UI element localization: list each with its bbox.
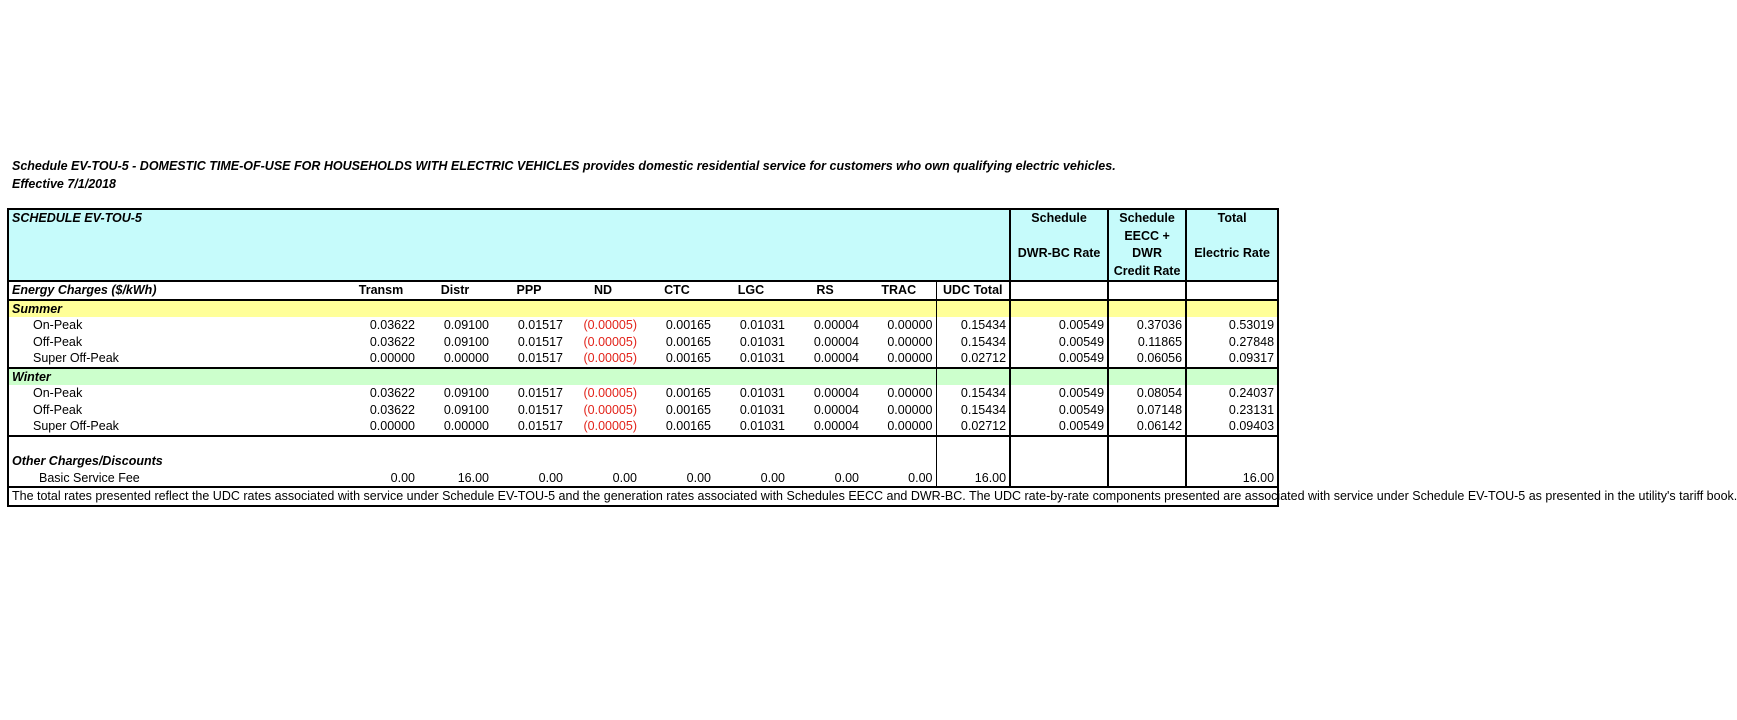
total-value: 0.23131: [1186, 402, 1278, 419]
dwr-header: Schedule DWR-BC Rate: [1010, 209, 1108, 281]
transm-value: 0.00000: [369, 351, 415, 365]
rs-value: 0.00004: [813, 386, 859, 400]
lgc-value: 0.01031: [739, 334, 785, 349]
summer-label-row: [8, 300, 1278, 318]
winter-label-row: [8, 368, 1278, 386]
schedule-name: SCHEDULE EV-TOU-5: [8, 209, 1010, 281]
row-label: Super Off-Peak: [8, 418, 344, 436]
transm-value: 0.03622: [369, 334, 415, 349]
ppp-value: 0.01517: [517, 402, 563, 417]
footnote: The total rates presented reflect the UDC rates associated with service under Schedule EV-TOU-5 and the generation rates associated with Schedules EECC and DWR-BC. The UDC rate-by-rate components presented are associated with service under Schedule EV-TOU-5 as presented in the utility's tariff book.: [8, 487, 1278, 506]
dwr-value: 0.00549: [1010, 334, 1108, 351]
distr-value: 0.09100: [443, 318, 489, 332]
table-row: [8, 418, 1278, 436]
table-row: [8, 317, 1278, 334]
title-line-1: Schedule EV-TOU-5 - DOMESTIC TIME-OF-USE FOR HOUSEHOLDS WITH ELECTRIC VEHICLES provides domestic residential service for customers who own qualifying electric vehicles.: [12, 159, 1116, 173]
basic-service-fee-row: Basic Service Fee 0.00 16.00 0.00 0.00 0.00 0.00 0.00 0.00 16.00 16.00: [8, 470, 1278, 488]
transm-value: 0.00000: [369, 419, 415, 433]
eecc-value: 0.06056: [1108, 350, 1186, 368]
table-row: [8, 402, 1278, 419]
total-value: 0.09317: [1186, 350, 1278, 368]
trac-value: 0.00000: [887, 386, 933, 400]
rs-value: 0.00004: [813, 402, 859, 417]
distr-value: 0.09100: [443, 386, 489, 400]
dwr-value: 0.00549: [1010, 402, 1108, 419]
energy-charges-label: Energy Charges ($/kWh): [8, 281, 344, 300]
ctc-value: 0.00165: [665, 334, 711, 349]
rs-value: 0.00004: [813, 334, 859, 349]
ctc-value: 0.00165: [665, 351, 711, 365]
ctc-value: 0.00165: [665, 318, 711, 332]
trac-value: 0.00000: [887, 351, 933, 365]
col-trac: TRAC: [862, 281, 936, 300]
column-header-row: [8, 281, 1278, 300]
trac-value: 0.00000: [887, 334, 933, 349]
col-ctc: CTC: [640, 281, 714, 300]
row-label: Off-Peak: [8, 334, 344, 351]
col-nd: ND: [566, 281, 640, 300]
other-charges-label: Other Charges/Discounts: [8, 453, 936, 470]
total-value: 0.24037: [1186, 385, 1278, 402]
col-distr: Distr: [418, 281, 492, 300]
header-row: [8, 209, 1278, 281]
nd-value: (0.00005): [583, 334, 637, 349]
nd-value: (0.00005): [583, 351, 637, 365]
total-value: 0.09403: [1186, 418, 1278, 436]
rs-value: 0.00004: [813, 351, 859, 365]
ppp-value: 0.01517: [517, 351, 563, 365]
ppp-value: 0.01517: [517, 334, 563, 349]
transm-value: 0.03622: [369, 318, 415, 332]
lgc-value: 0.01031: [739, 386, 785, 400]
dwr-value: 0.00549: [1010, 385, 1108, 402]
nd-value: (0.00005): [583, 386, 637, 400]
trac-value: 0.00000: [887, 402, 933, 417]
summer-label: Summer: [8, 300, 936, 318]
col-ppp: PPP: [492, 281, 566, 300]
ppp-value: 0.01517: [517, 386, 563, 400]
dwr-value: 0.00549: [1010, 350, 1108, 368]
lgc-value: 0.01031: [739, 419, 785, 433]
trac-value: 0.00000: [887, 419, 933, 433]
ctc-value: 0.00165: [665, 402, 711, 417]
col-lgc: LGC: [714, 281, 788, 300]
trac-value: 0.00000: [887, 318, 933, 332]
ctc-value: 0.00165: [665, 386, 711, 400]
table-row: [8, 385, 1278, 402]
total-value: 0.53019: [1186, 317, 1278, 334]
rs-value: 0.00004: [813, 419, 859, 433]
total-value: 0.27848: [1186, 334, 1278, 351]
row-label: Off-Peak: [8, 402, 344, 419]
total-header: Total Electric Rate: [1186, 209, 1278, 281]
lgc-value: 0.01031: [739, 318, 785, 332]
transm-value: 0.03622: [369, 386, 415, 400]
eecc-value: 0.08054: [1108, 385, 1186, 402]
udc-total-value: 0.15434: [936, 402, 1010, 419]
eecc-header: Schedule EECC + DWR Credit Rate: [1108, 209, 1186, 281]
footnote-row: [8, 487, 1278, 506]
udc-total-value: 0.15434: [936, 334, 1010, 351]
basic-fee-label: Basic Service Fee: [8, 470, 344, 488]
lgc-value: 0.01031: [739, 351, 785, 365]
eecc-value: 0.06142: [1108, 418, 1186, 436]
col-transm: Transm: [344, 281, 418, 300]
distr-value: 0.09100: [443, 402, 489, 417]
udc-total-value: 0.02712: [936, 350, 1010, 368]
table-row: [8, 350, 1278, 368]
dwr-value: 0.00549: [1010, 317, 1108, 334]
udc-total-value: 0.15434: [936, 317, 1010, 334]
transm-value: 0.03622: [369, 402, 415, 417]
nd-value: (0.00005): [583, 318, 637, 332]
rate-table: [7, 208, 1737, 507]
ctc-value: 0.00165: [665, 419, 711, 433]
lgc-value: 0.01031: [739, 402, 785, 417]
summer-rows: [8, 317, 1278, 368]
col-rs: RS: [788, 281, 862, 300]
nd-value: (0.00005): [583, 402, 637, 417]
distr-value: 0.00000: [443, 419, 489, 433]
row-label: Super Off-Peak: [8, 350, 344, 368]
table-row: [8, 334, 1278, 351]
row-label: On-Peak: [8, 317, 344, 334]
eecc-value: 0.11865: [1108, 334, 1186, 351]
distr-value: 0.00000: [443, 351, 489, 365]
row-label: On-Peak: [8, 385, 344, 402]
other-charges-label-row: [8, 453, 1278, 470]
rs-value: 0.00004: [813, 318, 859, 332]
eecc-value: 0.37036: [1108, 317, 1186, 334]
winter-rows: [8, 385, 1278, 436]
eecc-value: 0.07148: [1108, 402, 1186, 419]
udc-total-value: 0.02712: [936, 418, 1010, 436]
ppp-value: 0.01517: [517, 318, 563, 332]
col-udc-total: UDC Total: [936, 281, 1010, 300]
distr-value: 0.09100: [443, 334, 489, 349]
ppp-value: 0.01517: [517, 419, 563, 433]
title-line-2: Effective 7/1/2018: [12, 176, 117, 191]
udc-total-value: 0.15434: [936, 385, 1010, 402]
nd-value: (0.00005): [583, 419, 637, 433]
document-title: [12, 158, 1272, 193]
dwr-value: 0.00549: [1010, 418, 1108, 436]
winter-label: Winter: [8, 368, 936, 386]
basic-fee-total: 16.00: [1186, 470, 1278, 488]
